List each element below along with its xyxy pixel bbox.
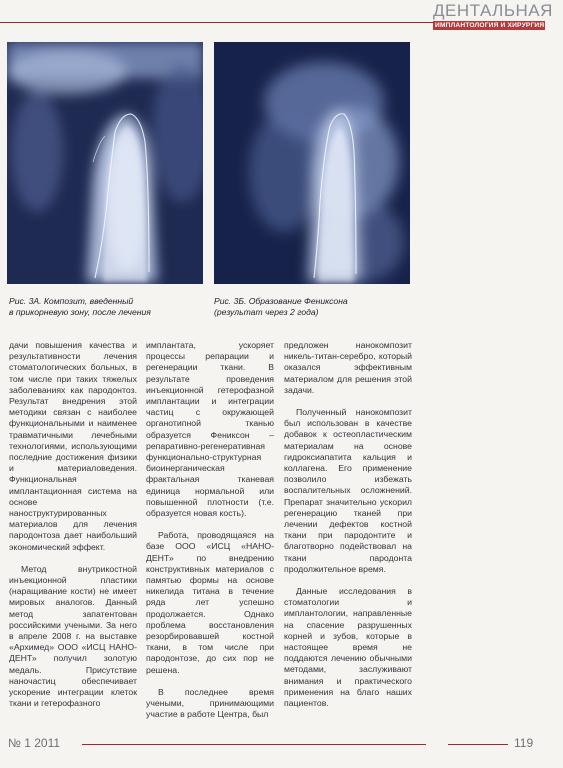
journal-title: ДЕНТАЛЬНАЯ bbox=[433, 1, 553, 20]
header-rule bbox=[0, 22, 436, 23]
figure-3a-xray bbox=[7, 42, 203, 284]
footer-rule bbox=[82, 744, 426, 745]
caption-line: в прикорневую зону, после лечения bbox=[9, 307, 151, 317]
caption-line: Рис. 3А. Композит, введенный bbox=[9, 296, 134, 306]
paragraph: Данные исследования в стоматологии и имплантологии, направленные на спасение разрушенных корней и зубов, которые в настоящее время не поддаются лечению обычными методами, заслуживают внимания и практического применения на благо наших пациентов. bbox=[284, 586, 412, 709]
caption-line: (результат через 2 года) bbox=[214, 307, 319, 317]
figure-3b-caption bbox=[214, 296, 424, 318]
xray-image bbox=[7, 42, 203, 284]
paragraph: Полученный нанокомпозит был использован в качестве добавок к остеопластическим материалам на основе гидроксиапатита кальция и коллагена. Его применение позволило избежать воспалительных осложнений. Препарат значительно ускорил регенерацию тканей при лечении дефектов костной ткани при пародонтите и благотворно подействовал на ткани пародонта продолжительное время. bbox=[284, 407, 412, 574]
paragraph: предложен нанокомпозит никель-титан-серебро, который оказался эффективным материалом для решения этой задачи. bbox=[284, 340, 412, 395]
footer-rule bbox=[448, 744, 508, 745]
figure-3b-xray bbox=[214, 42, 410, 284]
text-column-2 bbox=[146, 340, 274, 732]
issue-number: № 1 2011 bbox=[8, 736, 61, 750]
journal-brand bbox=[433, 1, 553, 30]
paragraph: Работа, проводящаяся на базе ООО «ИСЦ «НАНО-ДЕНТ» по внедрению конструктивных материалов с памятью формы на основе никелида титана в течение ряда лет успешно продолжается. Однако проблема восстановления резорбировавшей костной ткани, в том числе при пародонтозе, до сих пор не решена. bbox=[146, 530, 274, 675]
paragraph: Метод внутрикостной инъекционной пластики (наращивание кости) не имеет мировых аналогов. Данный метод запатентован российскими учеными. За него в апреле 2008 г. на выставке «Архимед» ООО «ИСЦ НАНО-ДЕНТ» получил золотую медаль. Присутствие наночастиц обеспечивает ускорение интеграции клеток ткани и гетерофазного bbox=[9, 563, 137, 709]
figure-3a-caption bbox=[9, 296, 204, 318]
paragraph: В последнее время учеными, принимающими участие в работе Центра, был bbox=[146, 686, 274, 720]
paragraph: имплантата, ускоряет процессы репарации и регенерации ткани. В результате проведения инъекционной гетерофазной имплантации и интеграции частиц с окружающей органотипной тканью образуется Фениксон – репаративно-регенеративная функционально-структурная биоинерганическая фрактальная тканевая единица нормальной или повышенной плотности (т.е. образуется новая кость). bbox=[146, 340, 274, 519]
journal-section-badge: ИМПЛАНТОЛОГИЯ И ХИРУРГИЯ bbox=[435, 22, 545, 29]
text-column-3 bbox=[284, 340, 412, 720]
paragraph: дачи повышения качества и результативности лечения стоматологических больных, в том числе при таких тяжелых заболеваниях как пародонтоз. Результат внедрения этой методики связан с наиболее функциональными и наименее травматичными лечебными технологиями, использующими последние достижения физики и материаловедения. Функциональная имплантационная система на основе наноструктурированных материалов для лечения пародонтоза дает наибольший экономический эффект. bbox=[9, 340, 137, 552]
page-number: 119 bbox=[514, 736, 534, 750]
xray-image bbox=[214, 42, 410, 284]
text-column-1 bbox=[9, 340, 137, 721]
caption-line: Рис. 3Б. Образование Фениксона bbox=[214, 296, 348, 306]
